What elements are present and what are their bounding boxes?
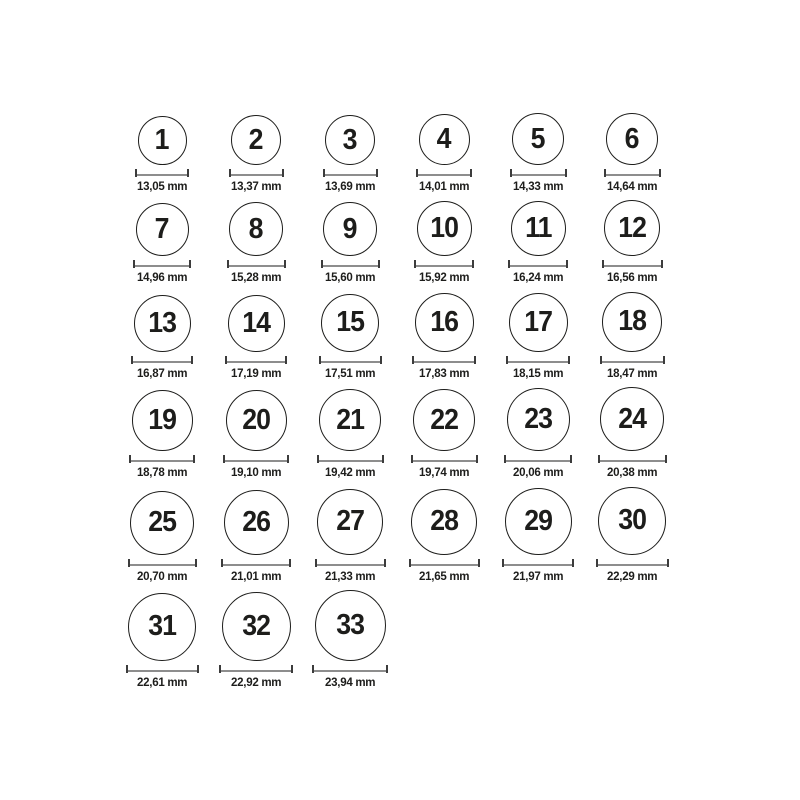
diameter-ruler [129,455,195,463]
diameter-ruler [312,665,388,673]
ring-cell [585,487,679,583]
ring-circle [411,489,477,555]
ruler-line [506,460,570,462]
ruler-line [602,361,663,363]
diameter-label: 14,01 mm [418,179,470,193]
diameter-label: 14,96 mm [136,270,188,285]
ring-cell [115,203,209,284]
ruler-line [598,564,667,566]
diameter-ruler [315,559,386,567]
ruler-line [221,670,291,672]
diameter-ruler [411,455,478,463]
ring-cell [491,293,585,380]
diameter-ruler [409,559,480,567]
diameter-ruler [604,169,661,177]
ring-cell [115,116,209,193]
chart-row [115,113,679,193]
diameter-ruler [600,356,665,364]
ring-size-chart [115,113,679,696]
ruler-line [131,460,193,462]
ring-cell [209,592,303,689]
ring-number: 13 [148,306,176,339]
ring-number: 10 [430,212,458,245]
diameter-label: 19,42 mm [324,465,376,480]
diameter-label: 21,33 mm [324,568,376,583]
ring-cell [491,113,585,193]
ring-circle [511,201,566,256]
ruler-line [416,265,472,267]
ring-number: 27 [336,505,364,538]
chart-row [115,292,679,380]
ring-circle [323,202,377,256]
diameter-ruler [504,455,572,463]
ring-circle [604,200,660,256]
ring-number: 23 [524,403,552,436]
ruler-line [231,174,282,176]
diameter-ruler [317,455,384,463]
diameter-label: 18,78 mm [136,465,188,480]
ring-circle [134,295,191,352]
ring-number: 5 [531,122,545,155]
ring-number: 31 [148,610,176,643]
diameter-label: 21,97 mm [512,568,564,583]
ring-circle [224,490,289,555]
ring-cell [397,293,491,380]
diameter-label: 18,47 mm [606,365,658,380]
ring-cell [585,387,679,479]
diameter-ruler [510,169,567,177]
diameter-label: 18,15 mm [512,365,564,380]
ring-number: 19 [148,404,176,437]
ring-number: 30 [618,504,646,537]
ruler-line [227,361,285,363]
diameter-label: 15,92 mm [418,270,470,285]
ring-circle [600,387,664,451]
diameter-ruler [598,455,667,463]
ring-number: 32 [242,609,270,642]
diameter-label: 13,69 mm [324,179,376,193]
ring-number: 22 [430,403,458,436]
diameter-ruler [506,356,570,364]
ruler-line [130,564,195,566]
ruler-line [317,564,384,566]
diameter-ruler [412,356,476,364]
ring-cell [303,202,397,284]
ring-cell [397,201,491,284]
diameter-label: 20,06 mm [512,465,564,480]
diameter-ruler [323,169,378,177]
chart-row [115,590,679,689]
ruler-line [133,361,191,363]
ring-cell [397,389,491,479]
ruler-line [411,564,478,566]
ruler-line [510,265,566,267]
ring-circle [415,293,474,352]
ring-circle [222,592,291,661]
ring-circle [229,202,283,256]
ring-cell [115,491,209,583]
diameter-label: 15,28 mm [230,270,282,285]
ring-number: 26 [242,505,270,538]
ruler-line [225,460,287,462]
ring-number: 7 [155,213,169,246]
diameter-label: 17,83 mm [418,365,470,380]
diameter-label: 22,92 mm [230,674,282,689]
ring-circle [228,295,285,352]
diameter-label: 13,37 mm [230,179,282,193]
ruler-line [323,265,378,267]
diameter-label: 17,51 mm [324,365,376,380]
diameter-ruler [221,559,291,567]
diameter-label: 19,10 mm [230,465,282,480]
ring-cell [303,115,397,193]
ring-circle [417,201,472,256]
ring-cell [209,390,303,479]
ruler-line [319,460,382,462]
diameter-label: 16,24 mm [512,270,564,285]
ring-number: 18 [618,305,646,338]
diameter-ruler [319,356,382,364]
diameter-label: 21,01 mm [230,568,282,583]
ring-cell [585,292,679,380]
diameter-label: 14,33 mm [512,179,564,193]
ring-number: 24 [618,402,646,435]
ring-cell [491,388,585,479]
ring-cell [397,114,491,193]
ring-cell [115,593,209,689]
diameter-ruler [508,260,568,268]
ruler-line [137,174,187,176]
chart-row [115,200,679,284]
ring-cell [209,115,303,193]
diameter-label: 21,65 mm [418,568,470,583]
ruler-line [504,564,572,566]
ring-cell [491,201,585,284]
ring-cell [209,295,303,380]
ring-number: 4 [437,123,451,155]
diameter-ruler [502,559,574,567]
chart-row [115,387,679,479]
ring-circle [602,292,662,352]
diameter-ruler [128,559,197,567]
ring-circle [226,390,287,451]
ruler-line [223,564,289,566]
ruler-line [606,174,659,176]
ring-circle [419,114,470,165]
ring-circle [317,489,383,555]
diameter-label: 23,94 mm [324,674,376,689]
ring-circle [128,593,196,661]
ring-cell [585,200,679,284]
ruler-line [128,670,197,672]
ruler-line [418,174,470,176]
diameter-ruler [223,455,289,463]
ring-circle [598,487,666,555]
ring-number: 1 [155,124,169,156]
ring-cell [209,202,303,284]
diameter-ruler [126,665,199,673]
diameter-label: 15,60 mm [324,270,376,285]
ring-circle [606,113,658,165]
ruler-line [325,174,376,176]
ring-number: 29 [524,504,552,537]
ring-circle [321,294,379,352]
diameter-label: 16,87 mm [136,365,188,380]
ring-circle [130,491,194,555]
ring-circle [325,115,375,165]
ring-number: 14 [242,306,270,339]
ring-cell [303,590,397,689]
ring-cell [491,488,585,583]
ruler-line [314,670,386,672]
diameter-label: 17,19 mm [230,365,282,380]
ring-circle [413,389,475,451]
ring-number: 9 [343,212,357,245]
diameter-ruler [131,356,193,364]
ring-number: 3 [343,123,357,156]
diameter-label: 20,70 mm [136,568,188,583]
diameter-ruler [596,559,669,567]
diameter-ruler [416,169,472,177]
ring-number: 11 [524,212,552,245]
diameter-label: 13,05 mm [136,179,188,193]
diameter-ruler [321,260,380,268]
ring-number: 28 [430,505,458,538]
ring-number: 21 [336,403,364,436]
ring-circle [132,390,193,451]
diameter-ruler [225,356,287,364]
ruler-line [135,265,189,267]
ruler-line [414,361,474,363]
ring-cell [115,390,209,479]
ruler-line [508,361,568,363]
ring-cell [303,389,397,479]
diameter-ruler [133,260,191,268]
ring-cell [303,294,397,380]
diameter-label: 22,29 mm [606,568,658,583]
diameter-ruler [135,169,189,177]
ring-circle [136,203,189,256]
diameter-ruler [227,260,286,268]
ring-number: 17 [524,305,552,338]
ruler-line [512,174,565,176]
ring-cell [115,295,209,380]
ring-circle [315,590,386,661]
ring-circle [319,389,381,451]
diameter-label: 14,64 mm [606,179,658,193]
ring-number: 25 [148,506,176,539]
ring-cell [209,490,303,583]
ring-circle [507,388,570,451]
ring-number: 12 [618,211,646,244]
ring-cell [303,489,397,583]
ring-number: 33 [336,608,364,641]
diameter-ruler [219,665,293,673]
ring-circle [138,116,187,165]
diameter-ruler [229,169,284,177]
ring-cell [585,113,679,193]
ring-circle [512,113,564,165]
ruler-line [413,460,476,462]
diameter-label: 20,38 mm [606,465,658,480]
diameter-ruler [414,260,474,268]
diameter-label: 22,61 mm [136,674,188,689]
ring-circle [505,488,572,555]
ring-circle [231,115,281,165]
ring-cell [397,489,491,583]
ring-circle [509,293,568,352]
ring-number: 20 [242,404,270,437]
diameter-ruler [602,260,663,268]
ruler-line [604,265,661,267]
diameter-label: 16,56 mm [606,270,658,285]
ring-number: 6 [625,122,639,155]
diameter-label: 19,74 mm [418,465,470,480]
chart-row [115,487,679,583]
ring-number: 8 [249,212,263,245]
ring-number: 2 [249,123,263,156]
ruler-line [229,265,284,267]
ruler-line [321,361,380,363]
ring-number: 16 [430,305,458,338]
ring-number: 15 [336,306,364,339]
ruler-line [600,460,665,462]
